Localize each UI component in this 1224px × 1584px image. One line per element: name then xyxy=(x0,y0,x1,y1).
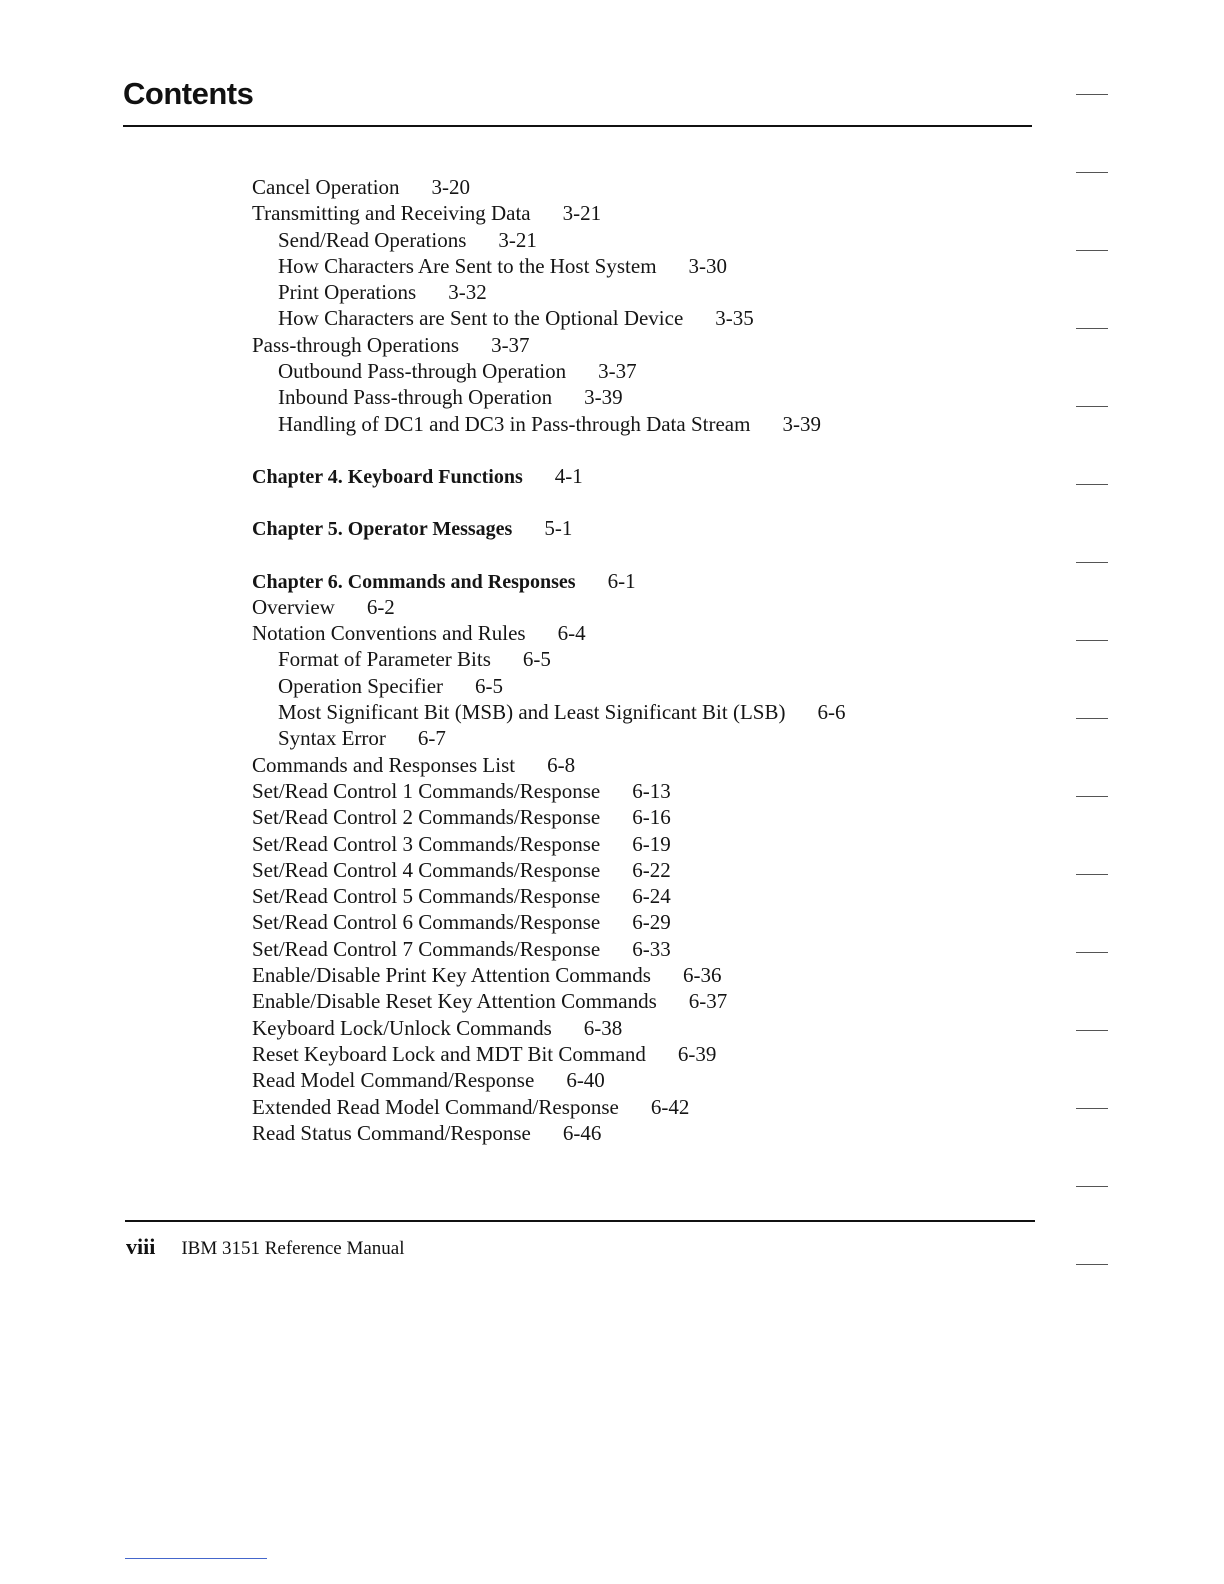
toc-entry[interactable] xyxy=(252,620,1012,646)
toc-entry[interactable] xyxy=(252,725,1012,751)
toc-entry-page: 6-40 xyxy=(566,1068,605,1093)
toc-entry-title: Set/Read Control 1 Commands/Response xyxy=(252,778,601,803)
margin-mark xyxy=(1076,562,1108,563)
footer-divider xyxy=(125,1220,1035,1222)
toc-entry-title: Read Status Command/Response xyxy=(252,1120,531,1145)
toc-entry-page: 3-30 xyxy=(688,253,728,278)
toc-spacer xyxy=(252,437,1012,463)
toc-entry-page: 3-37 xyxy=(598,359,637,384)
toc-entry-title: Set/Read Control 2 Commands/Response xyxy=(252,805,601,830)
toc-entry[interactable] xyxy=(252,909,1012,935)
toc-chapter-entry[interactable] xyxy=(252,463,1012,489)
margin-mark xyxy=(1076,484,1108,485)
toc-entry[interactable] xyxy=(252,883,1012,909)
toc-entry-page: 6-29 xyxy=(632,910,671,935)
toc-entry-title: Enable/Disable Print Key Attention Commands xyxy=(252,963,651,988)
toc-entry-page: 3-32 xyxy=(448,280,487,305)
toc-entry-title: How Characters are Sent to the Optional Device xyxy=(278,306,684,331)
toc-entry[interactable] xyxy=(252,778,1012,804)
toc-entry-title: Notation Conventions and Rules xyxy=(252,621,526,646)
toc-entry[interactable] xyxy=(252,200,1012,226)
margin-mark xyxy=(1076,94,1108,95)
toc-entry-title: Set/Read Control 6 Commands/Response xyxy=(252,910,601,935)
toc-entry-page: 6-5 xyxy=(522,647,551,672)
toc-entry[interactable] xyxy=(252,1094,1012,1120)
toc-entry[interactable] xyxy=(252,279,1012,305)
toc-entry[interactable] xyxy=(252,936,1012,962)
toc-entry[interactable] xyxy=(252,1015,1012,1041)
toc-entry-page: 6-38 xyxy=(583,1015,623,1040)
margin-mark xyxy=(1076,796,1108,797)
toc-entry-page: 6-46 xyxy=(562,1120,602,1145)
toc-entry-page: 6-5 xyxy=(475,673,504,698)
toc-entry[interactable] xyxy=(252,1067,1012,1093)
margin-mark xyxy=(1076,1186,1108,1187)
toc-entry-title: Extended Read Model Command/Response xyxy=(252,1094,619,1119)
toc-entry[interactable] xyxy=(252,646,1012,672)
toc-entry-page: 4-1 xyxy=(554,463,583,488)
toc-entry-title: Format of Parameter Bits xyxy=(278,647,491,672)
margin-scan-marks xyxy=(1076,0,1116,1584)
toc-entry-title: Syntax Error xyxy=(278,726,386,751)
toc-entry[interactable] xyxy=(252,1120,1012,1146)
toc-entry[interactable] xyxy=(252,831,1012,857)
toc-entry-page: 3-35 xyxy=(715,306,754,331)
toc-entry-title: Reset Keyboard Lock and MDT Bit Command xyxy=(252,1041,646,1066)
table-of-contents xyxy=(252,174,1012,1146)
toc-entry-page: 3-20 xyxy=(431,175,471,199)
toc-entry-page: 6-1 xyxy=(607,568,636,593)
toc-entry[interactable] xyxy=(252,988,1012,1014)
margin-mark xyxy=(1076,328,1108,329)
toc-entry-title: Set/Read Control 7 Commands/Response xyxy=(252,936,601,961)
toc-entry-title: How Characters Are Sent to the Host System xyxy=(278,253,657,278)
toc-entry-page: 6-37 xyxy=(688,989,728,1014)
toc-entry-page: 6-33 xyxy=(632,936,671,961)
toc-entry-page: 5-1 xyxy=(544,516,573,541)
toc-entry-title: Keyboard Lock/Unlock Commands xyxy=(252,1015,552,1040)
margin-mark xyxy=(1076,1030,1108,1031)
toc-entry-page: 6-8 xyxy=(547,752,576,777)
toc-entry-page: 3-21 xyxy=(562,201,602,226)
toc-entry[interactable] xyxy=(252,411,1012,437)
toc-entry[interactable] xyxy=(252,752,1012,778)
toc-entry[interactable] xyxy=(252,804,1012,830)
toc-entry[interactable] xyxy=(252,673,1012,699)
toc-entry-title: Send/Read Operations xyxy=(278,227,467,252)
toc-entry-page: 6-13 xyxy=(632,778,671,803)
toc-entry-title: Chapter 4. Keyboard Functions xyxy=(252,465,523,488)
margin-mark xyxy=(1076,640,1108,641)
toc-entry[interactable] xyxy=(252,253,1012,279)
toc-entry-page: 6-36 xyxy=(682,963,722,988)
toc-entry[interactable] xyxy=(252,857,1012,883)
toc-chapter-entry[interactable] xyxy=(252,568,1012,594)
toc-entry-page: 3-37 xyxy=(491,332,530,357)
margin-mark xyxy=(1076,250,1108,251)
margin-mark xyxy=(1076,1264,1108,1265)
toc-entry-page: 3-39 xyxy=(782,411,821,436)
page-number: viii xyxy=(126,1234,156,1259)
toc-entry-page: 6-39 xyxy=(677,1041,717,1066)
toc-entry-title: Pass-through Operations xyxy=(252,332,460,357)
toc-entry-title: Outbound Pass-through Operation xyxy=(278,359,567,384)
toc-entry-page: 6-6 xyxy=(817,700,846,725)
toc-entry-title: Most Significant Bit (MSB) and Least Significant Bit (LSB) xyxy=(278,700,786,725)
toc-entry[interactable] xyxy=(252,699,1012,725)
toc-entry-title: Chapter 6. Commands and Responses xyxy=(252,570,576,593)
toc-entry-page: 6-16 xyxy=(632,805,671,830)
margin-mark xyxy=(1076,952,1108,953)
toc-entry-page: 6-22 xyxy=(632,857,671,882)
toc-entry-title: Enable/Disable Reset Key Attention Commands xyxy=(252,989,657,1014)
toc-entry[interactable] xyxy=(252,358,1012,384)
toc-entry-title: Handling of DC1 and DC3 in Pass-through Data Stream xyxy=(278,411,751,436)
toc-entry-title: Commands and Responses List xyxy=(252,752,516,777)
toc-entry[interactable] xyxy=(252,174,1012,200)
toc-entry-page: 6-2 xyxy=(366,594,395,619)
toc-entry-title: Chapter 5. Operator Messages xyxy=(252,518,513,541)
toc-entry-title: Set/Read Control 3 Commands/Response xyxy=(252,831,601,856)
toc-spacer xyxy=(252,489,1012,515)
margin-mark xyxy=(1076,718,1108,719)
toc-entry[interactable] xyxy=(252,332,1012,358)
toc-entry-title: Transmitting and Receiving Data xyxy=(252,201,531,226)
page-footer xyxy=(126,1234,405,1260)
toc-entry[interactable] xyxy=(252,227,1012,253)
margin-mark xyxy=(1076,1108,1108,1109)
margin-mark xyxy=(1076,172,1108,173)
margin-mark xyxy=(1076,874,1108,875)
margin-mark xyxy=(1076,406,1108,407)
page-title: Contents xyxy=(123,76,254,111)
title-divider xyxy=(123,125,1032,127)
toc-entry[interactable] xyxy=(252,962,1012,988)
toc-entry-page: 6-4 xyxy=(557,621,586,646)
toc-entry[interactable] xyxy=(252,305,1012,331)
toc-entry-page: 3-21 xyxy=(498,227,537,252)
toc-entry-title: Inbound Pass-through Operation xyxy=(278,385,553,410)
toc-entry[interactable] xyxy=(252,1041,1012,1067)
toc-entry-page: 6-42 xyxy=(650,1094,690,1119)
toc-entry-page: 3-39 xyxy=(584,385,623,410)
toc-entry-page: 6-19 xyxy=(632,831,671,856)
toc-entry-title: Set/Read Control 5 Commands/Response xyxy=(252,884,601,909)
corner-link-underline xyxy=(125,1558,267,1559)
manual-title: IBM 3151 Reference Manual xyxy=(181,1238,405,1259)
toc-entry[interactable] xyxy=(252,384,1012,410)
toc-chapter-entry[interactable] xyxy=(252,515,1012,541)
toc-entry-title: Print Operations xyxy=(278,280,417,305)
toc-entry[interactable] xyxy=(252,594,1012,620)
toc-entry-title: Overview xyxy=(252,594,335,619)
toc-entry-title: Read Model Command/Response xyxy=(252,1068,535,1093)
toc-entry-title: Set/Read Control 4 Commands/Response xyxy=(252,857,601,882)
toc-entry-page: 6-7 xyxy=(417,726,446,751)
toc-entry-page: 6-24 xyxy=(632,884,671,909)
toc-entry-title: Cancel Operation xyxy=(252,175,400,199)
toc-spacer xyxy=(252,542,1012,568)
toc-entry-title: Operation Specifier xyxy=(278,673,444,698)
